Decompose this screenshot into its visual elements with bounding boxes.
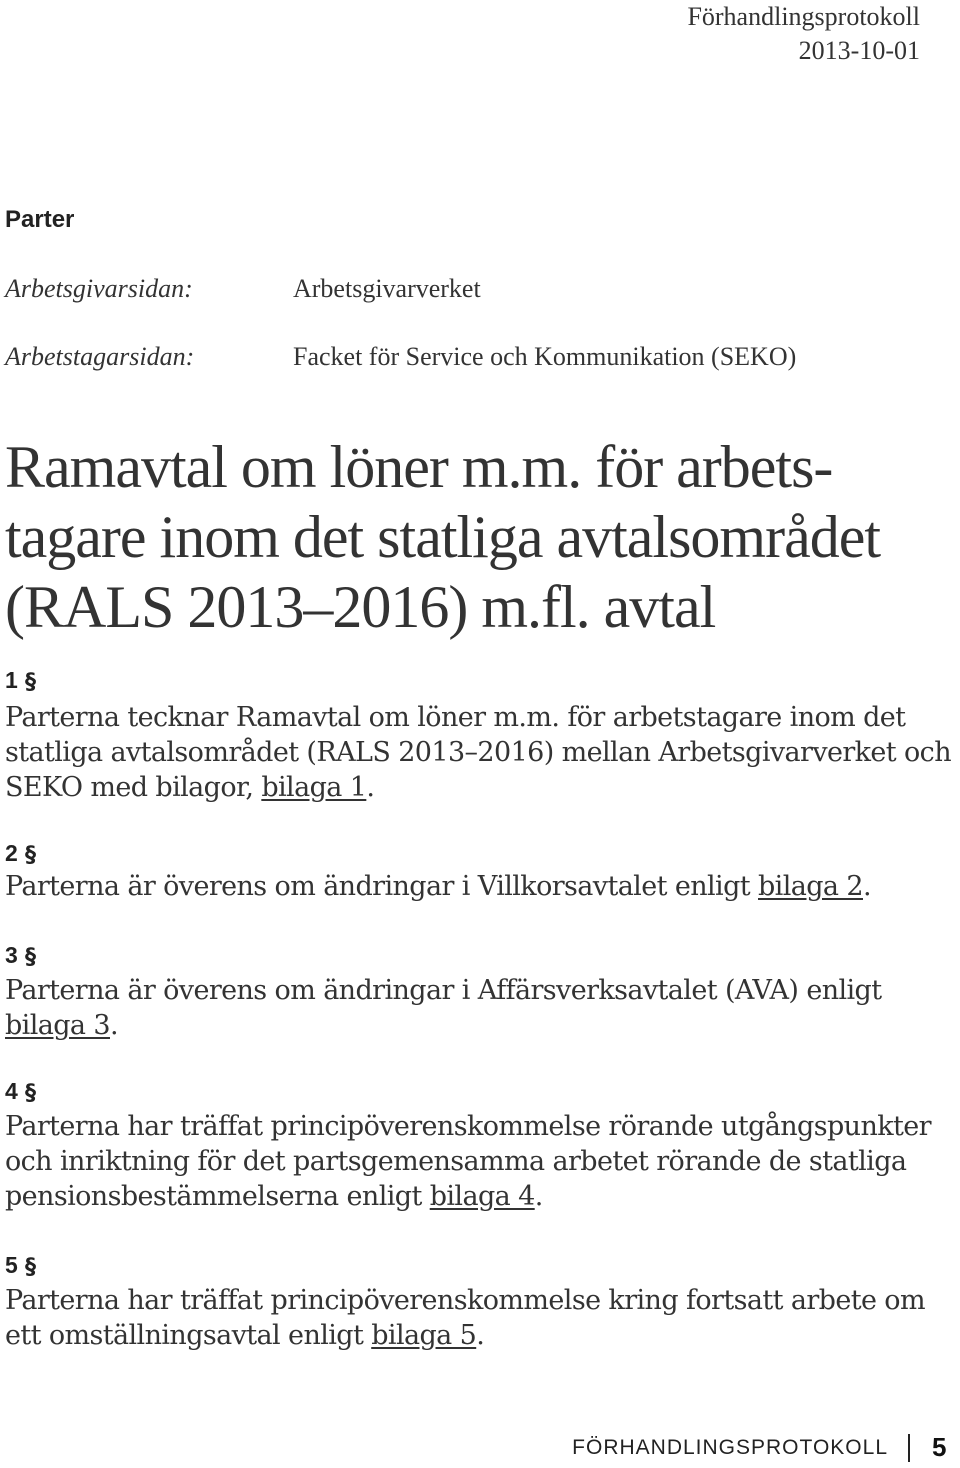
- document-type: Förhandlingsprotokoll: [687, 2, 920, 31]
- text-fragment: .: [366, 772, 375, 803]
- bilaga-4-link[interactable]: bilaga 4: [429, 1181, 535, 1212]
- bilaga-3-link[interactable]: bilaga 3: [5, 1010, 110, 1041]
- employee-label: Arbetstagarsidan:: [5, 342, 195, 371]
- employer-label: Arbetsgivarsidan:: [5, 274, 193, 303]
- paragraph-5-text: [5, 1283, 945, 1353]
- paragraph-4-text: [5, 1109, 945, 1214]
- paragraph-number: 3: [5, 942, 18, 968]
- text-line: statliga avtalsområdet (RALS 2013–2016) mellan Arbetsgivarverket och: [5, 737, 951, 768]
- svg-text:§: §: [24, 842, 36, 866]
- text-fragment: SEKO med bilagor,: [5, 772, 262, 803]
- text-fragment: Parterna är överens om ändringar i Villkorsavtalet enligt: [5, 871, 758, 902]
- paragraph-number: 1: [5, 667, 18, 693]
- section-sign-icon: [24, 842, 42, 866]
- document-header: [687, 0, 920, 68]
- parties-heading: Parter: [5, 206, 75, 233]
- text-fragment: .: [110, 1010, 118, 1041]
- section-sign-icon: [24, 1254, 42, 1278]
- svg-text:§: §: [24, 669, 36, 693]
- svg-text:§: §: [24, 1254, 36, 1278]
- text-fragment: .: [534, 1181, 543, 1212]
- title-line: (RALS 2013–2016) m.fl. avtal: [5, 574, 716, 640]
- paragraph-2-number: [5, 840, 42, 867]
- document-date: 2013-10-01: [798, 36, 920, 65]
- text-fragment: .: [476, 1320, 485, 1351]
- paragraph-3-number: [5, 942, 42, 969]
- paragraph-2-text: [5, 869, 945, 904]
- page-footer: [572, 1432, 960, 1463]
- paragraph-number: 5: [5, 1252, 18, 1278]
- text-line: och inriktning för det partsgemensamma arbetet rörande de statliga: [5, 1146, 907, 1177]
- paragraph-number: 2: [5, 840, 18, 866]
- employer-value: Arbetsgivarverket: [293, 274, 481, 303]
- bilaga-1-link[interactable]: bilaga 1: [261, 772, 367, 803]
- employee-value: Facket för Service och Kommunikation (SEKO): [293, 342, 797, 371]
- text-line: Parterna har träffat principöverenskommelse rörande utgångspunkter: [5, 1111, 931, 1142]
- bilaga-2-link[interactable]: bilaga 2: [758, 871, 863, 902]
- footer-divider: [908, 1434, 910, 1462]
- paragraph-1-text: [5, 700, 951, 805]
- bilaga-5-link[interactable]: bilaga 5: [371, 1320, 477, 1351]
- paragraph-number: 4: [5, 1078, 18, 1104]
- text-line: Parterna tecknar Ramavtal om löner m.m. för arbetstagare inom det: [5, 702, 906, 733]
- paragraph-5-number: [5, 1252, 42, 1279]
- paragraph-1-number: [5, 667, 42, 694]
- section-sign-icon: [24, 944, 42, 968]
- text-line: Parterna har träffat principöverenskommelse kring fortsatt arbete om: [5, 1285, 925, 1316]
- section-sign-icon: [24, 1080, 42, 1104]
- paragraph-3-text: [5, 973, 945, 1043]
- title-line: tagare inom det statliga avtalsområdet: [5, 504, 881, 570]
- svg-text:§: §: [24, 944, 36, 968]
- paragraph-4-number: [5, 1078, 42, 1105]
- text-fragment: ett omställningsavtal enligt: [5, 1320, 372, 1351]
- page-number: 5: [932, 1432, 947, 1462]
- title-line: Ramavtal om löner m.m. för arbets-: [5, 434, 833, 500]
- footer-label: FÖRHANDLINGSPROTOKOLL: [572, 1435, 888, 1459]
- text-fragment: pensionsbestämmelserna enligt: [5, 1181, 430, 1212]
- section-sign-icon: [24, 669, 42, 693]
- text-fragment: .: [863, 871, 871, 902]
- agreement-title: [5, 432, 935, 642]
- svg-text:§: §: [24, 1080, 36, 1104]
- text-line: Parterna är överens om ändringar i Affärsverksavtalet (AVA) enligt: [5, 975, 882, 1006]
